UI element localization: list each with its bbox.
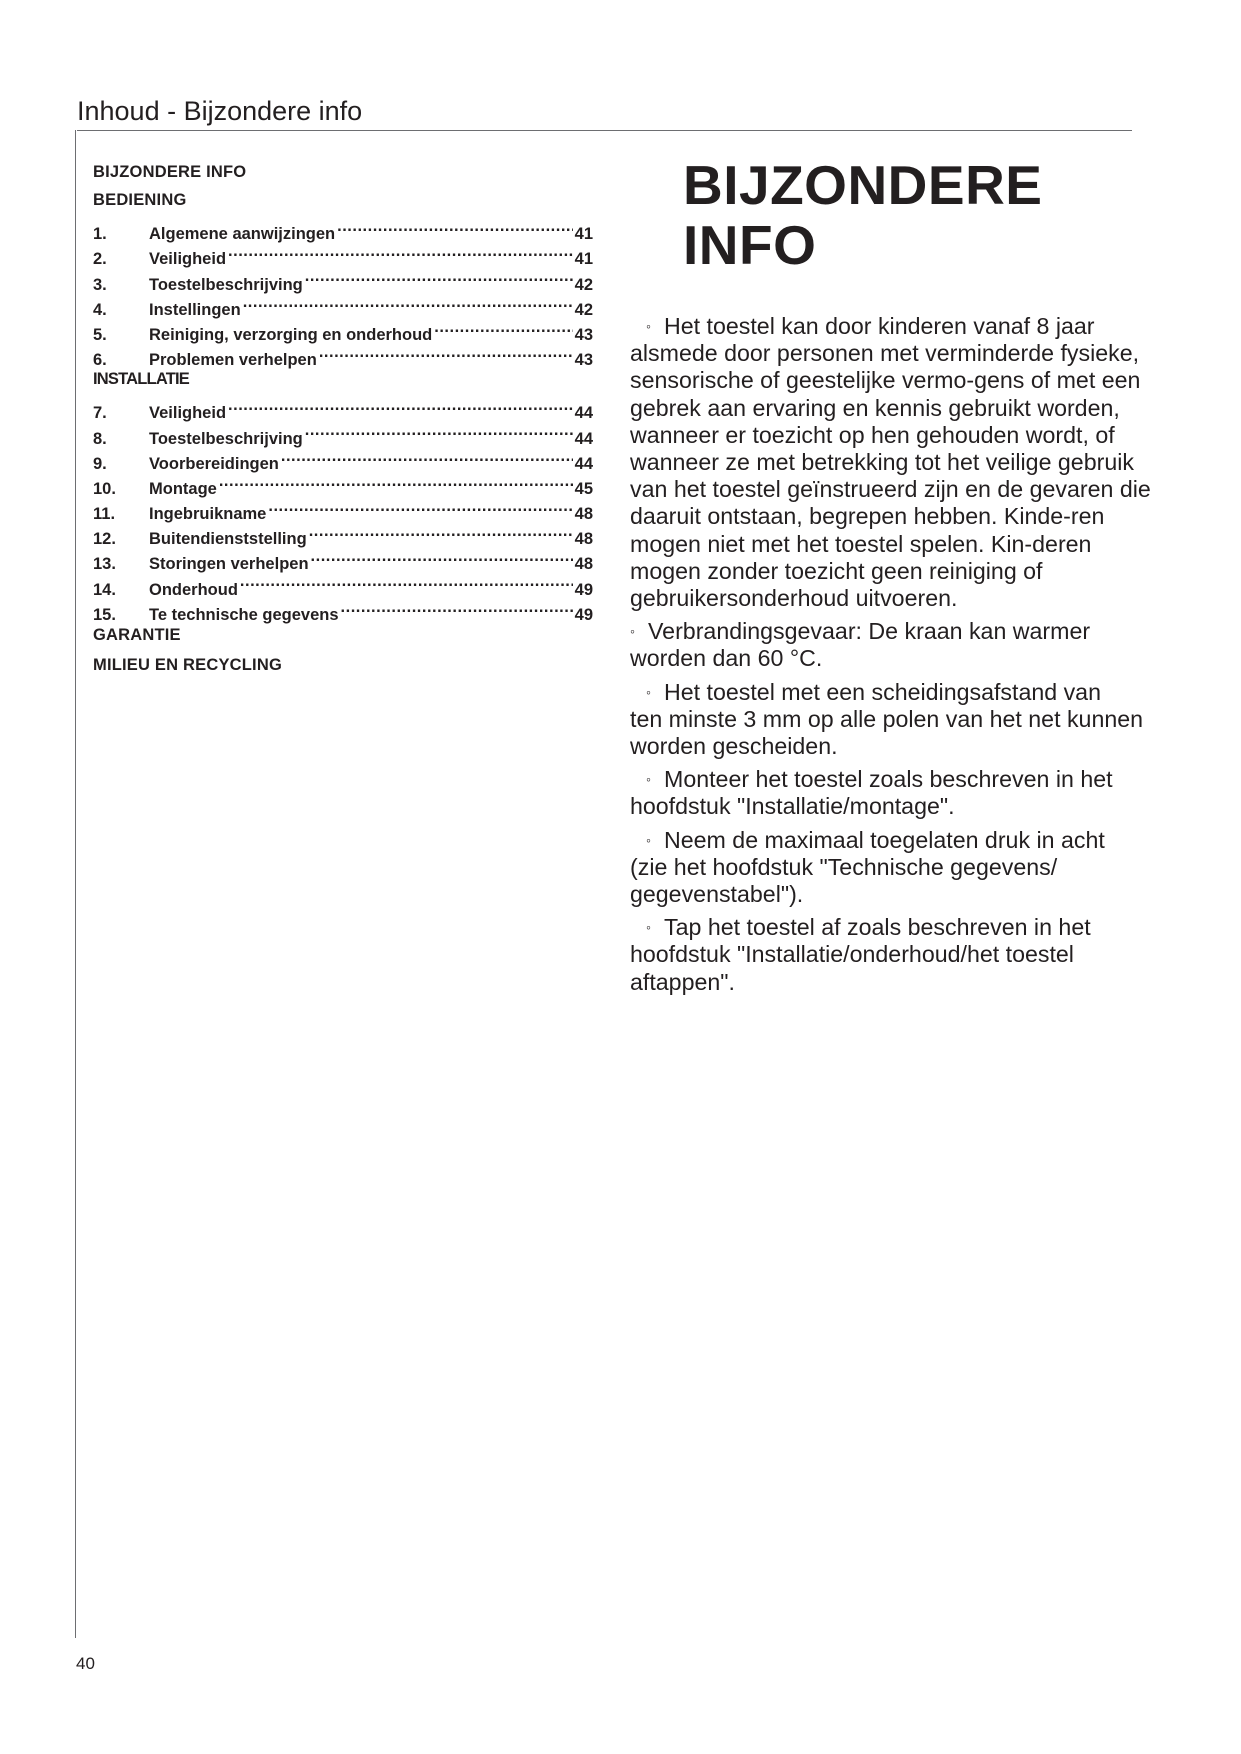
toc-heading-installatie[interactable]: INSTALLATIE	[93, 370, 189, 389]
toc-entry-page: 41	[574, 225, 593, 244]
toc-entry-page: 48	[574, 555, 593, 574]
toc-entry-page: 43	[574, 351, 593, 370]
safety-info-list	[630, 313, 1160, 1002]
toc-entry-label: Veiligheid	[149, 250, 227, 269]
list-item-text: worden dan 60 °C.	[630, 645, 823, 672]
toc-entry-label: Toestelbeschrijving	[149, 429, 303, 448]
toc-entry-label: Storingen verhelpen	[149, 555, 309, 574]
toc-entry-number: 12.	[93, 530, 116, 549]
header-divider	[77, 130, 1132, 131]
bullet-icon: ◦	[646, 831, 651, 848]
toc-entry-page: 44	[574, 404, 593, 423]
toc-entry-page: 48	[574, 505, 593, 524]
toc-entry-label: Veiligheid	[149, 404, 227, 423]
toc-entry[interactable]	[93, 214, 593, 244]
toc-entry-label: Buitendienststelling	[149, 530, 307, 549]
table-of-contents	[93, 158, 593, 679]
toc-dot-leader	[337, 214, 573, 239]
list-item-text: hoofdstuk "Installatie/montage".	[630, 793, 955, 820]
page-number: 40	[76, 1654, 95, 1673]
toc-entry-label: Voorbereidingen	[149, 454, 279, 473]
list-item-text: (zie het hoofdstuk "Technische gegevens/ gegevenstabel").	[630, 853, 1058, 908]
toc-entry-page: 49	[574, 605, 593, 624]
toc-entry-number: 1.	[93, 225, 107, 244]
toc-heading-bijzondere-info[interactable]: BIJZONDERE INFO	[93, 163, 247, 181]
toc-entry-number: 14.	[93, 580, 116, 599]
list-item	[630, 826, 1160, 909]
page-header-title: Inhoud - Bijzondere info	[77, 96, 363, 126]
toc-entry-label: Problemen verhelpen	[149, 351, 317, 370]
list-item	[630, 313, 1160, 612]
toc-entry-page: 45	[574, 479, 593, 498]
toc-dot-leader	[309, 519, 573, 544]
toc-entry-number: 6.	[93, 351, 107, 370]
toc-heading-milieu-en-recycling[interactable]: MILIEU EN RECYCLING	[93, 655, 282, 674]
toc-entry-label: Instellingen	[149, 300, 241, 319]
bullet-icon: ◦	[646, 771, 651, 788]
toc-dot-leader	[311, 544, 573, 569]
toc-dot-leader	[305, 418, 573, 443]
toc-entry-page: 44	[574, 429, 593, 448]
toc-dot-leader	[341, 595, 573, 620]
toc-heading-garantie[interactable]: GARANTIE	[93, 625, 181, 644]
list-item-first-line: Neem de maximaal toegelaten druk in acht	[664, 826, 1105, 853]
toc-entry-number: 2.	[93, 250, 107, 269]
list-item-first-line: Het toestel met een scheidingsafstand van	[664, 678, 1101, 705]
list-item	[630, 914, 1160, 996]
list-item	[630, 766, 1160, 820]
toc-entry-page: 42	[574, 275, 593, 294]
toc-entry-page: 43	[574, 325, 593, 344]
toc-entry-page: 44	[574, 454, 593, 473]
toc-entry-number: 4.	[93, 300, 107, 319]
toc-entry-page: 41	[574, 250, 593, 269]
toc-dot-leader	[305, 264, 573, 289]
list-item-first-line: Monteer het toestel zoals beschreven in het	[664, 766, 1113, 793]
toc-dot-leader	[240, 569, 573, 594]
toc-dot-leader	[228, 393, 573, 418]
toc-entry-number: 8.	[93, 429, 107, 448]
list-item-text: hoofdstuk "Installatie/onderhoud/het toestel aftappen".	[630, 941, 1074, 995]
section-title-line-2: INFO	[683, 214, 817, 276]
toc-entry-number: 9.	[93, 454, 107, 473]
toc-entry-label: Ingebruikname	[149, 505, 267, 524]
toc-entry-label: Montage	[149, 479, 217, 498]
toc-entry[interactable]	[93, 393, 593, 423]
left-margin-divider	[75, 130, 76, 1638]
toc-entry-number: 3.	[93, 275, 107, 294]
toc-entry-number: 11.	[93, 505, 116, 524]
toc-entry-number: 5.	[93, 325, 107, 344]
toc-dot-leader	[243, 290, 573, 315]
toc-entry-number: 15.	[93, 605, 116, 624]
toc-dot-leader	[228, 239, 573, 264]
toc-entry-page: 49	[574, 580, 593, 599]
list-item-first-line: Het toestel kan door kinderen vanaf 8 jaar	[664, 313, 1095, 339]
section-title-line-1: BIJZONDERE	[683, 154, 1043, 216]
section-title	[683, 155, 1043, 275]
toc-entry-page: 48	[574, 530, 593, 549]
list-item-first-line: Verbrandingsgevaar: De kraan kan warmer	[648, 618, 1091, 645]
toc-dot-leader	[281, 444, 573, 469]
toc-dot-leader	[319, 340, 573, 365]
toc-entry-page: 42	[574, 300, 593, 319]
bullet-icon: ◦	[630, 623, 635, 640]
toc-entry-label: Reiniging, verzorging en onderhoud	[149, 325, 433, 344]
bullet-icon: ◦	[646, 919, 651, 936]
list-item	[630, 678, 1160, 761]
bullet-icon: ◦	[646, 318, 651, 334]
toc-entry-number: 13.	[93, 555, 116, 574]
toc-entry-number: 10.	[93, 479, 116, 498]
toc-entry-label: Algemene aanwijzingen	[149, 225, 336, 244]
toc-dot-leader	[219, 469, 573, 494]
list-item-text: ten minste 3 mm op alle polen van het net kunnen worden gescheiden.	[630, 705, 1144, 760]
toc-entry-number: 7.	[93, 404, 107, 423]
toc-heading-bediening[interactable]: BEDIENING	[93, 191, 187, 209]
toc-entry-label: Te technische gegevens	[149, 605, 339, 624]
toc-entry-label: Toestelbeschrijving	[149, 275, 303, 294]
list-item	[624, 618, 1160, 672]
toc-entry-label: Onderhoud	[149, 580, 238, 599]
list-item-text: alsmede door personen met verminderde fysieke, sensorische of geestelijke vermo-gens of met een gebrek aan ervaring en kennis gebruikt worden, wanneer er toezicht op hen gehouden wordt, of wanneer ze met betrekking tot het veilige gebruik van het toestel geïnstrueerd zijn en de gevaren die daaruit ontstaan, begrepen hebben. Kinde-ren mogen niet met het toestel spelen. Kin-deren mogen zonder toezicht geen reiniging of gebruikersonderhoud uitvoeren.	[630, 340, 1151, 612]
toc-dot-leader	[268, 494, 572, 519]
list-item-first-line: Tap het toestel af zoals beschreven in het	[664, 914, 1091, 941]
bullet-icon: ◦	[646, 683, 651, 700]
toc-dot-leader	[434, 315, 572, 340]
